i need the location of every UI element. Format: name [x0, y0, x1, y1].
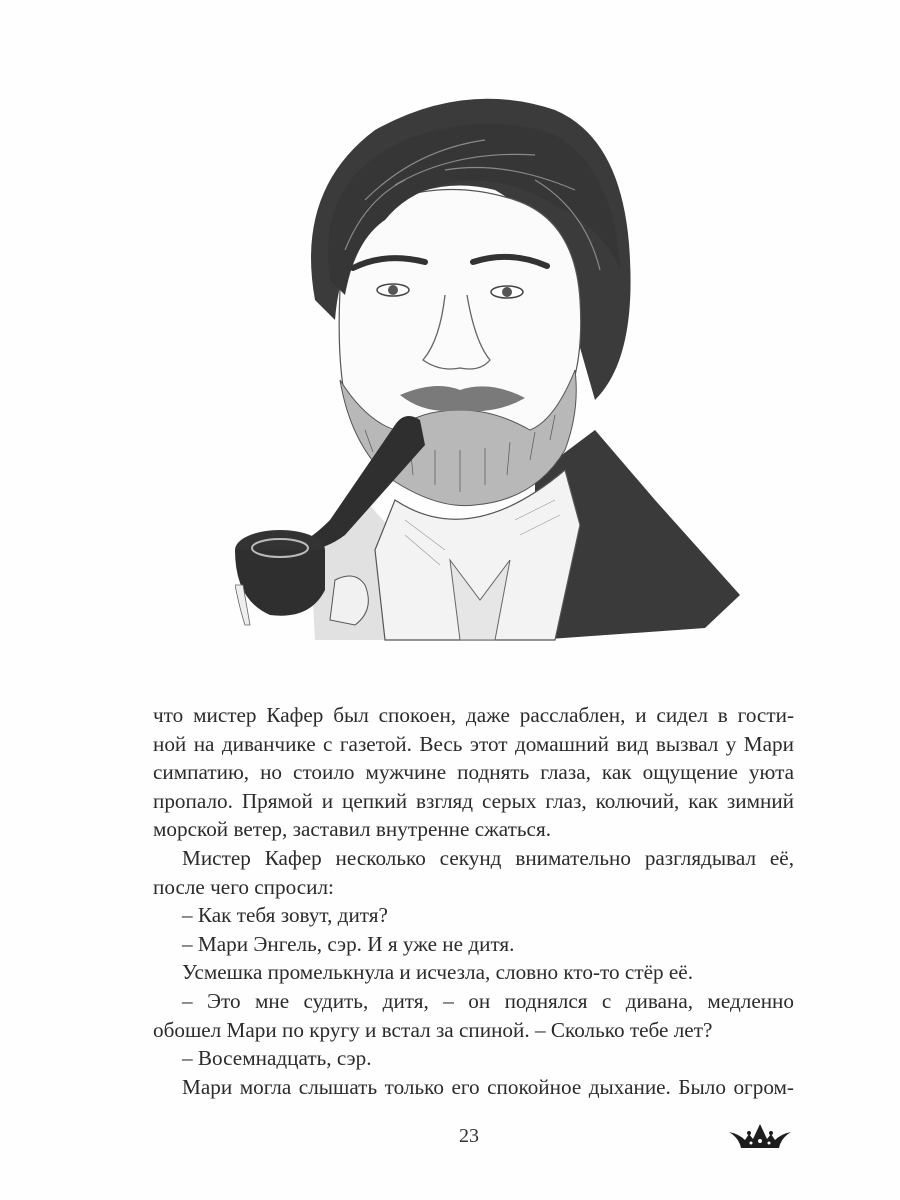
text-line: что мистер Кафер был спокоен, даже расслаблен, и сидел в гости- [153, 703, 794, 727]
text-line: Мистер Кафер несколько секунд внимательно разглядывал её, [182, 845, 794, 870]
text-line: ной на диванчике с газетой. Весь этот домашний вид вызвал у Мари [153, 731, 794, 756]
dialogue-line: обошел Мари по кругу и встал за спиной. – Сколько тебе лет? [153, 1017, 713, 1042]
page-number: 23 [459, 1125, 479, 1147]
text-line: после чего спросил: [153, 874, 334, 899]
text-line: Мари могла слышать только его спокойное дыхание. Было огром- [182, 1074, 794, 1099]
dialogue-line: – Как тебя зовут, дитя? [182, 903, 388, 928]
dialogue-line: – Мари Энгель, сэр. И я уже не дитя. [182, 931, 515, 956]
text-line: симпатию, но стоило мужчине поднять глаза, как ощущение уюта [153, 760, 794, 785]
dialogue-line: – Восемнадцать, сэр. [182, 1046, 372, 1071]
portrait-illustration [235, 80, 750, 655]
text-line: пропало. Прямой и цепкий взгляд серых глаз, колючий, как зимний [153, 788, 794, 813]
chapter-body-text [153, 701, 794, 1101]
dialogue-line: – Это мне судить, дитя, – он поднялся с дивана, медленно [182, 988, 794, 1013]
text-line: морской ветер, заставил внутренне сжаться. [153, 817, 551, 842]
text-line: Усмешка промелькнула и исчезла, словно кто-то стёр её. [182, 960, 693, 985]
crown-icon [729, 1122, 791, 1152]
pipe-smoker-portrait-icon [235, 80, 750, 655]
